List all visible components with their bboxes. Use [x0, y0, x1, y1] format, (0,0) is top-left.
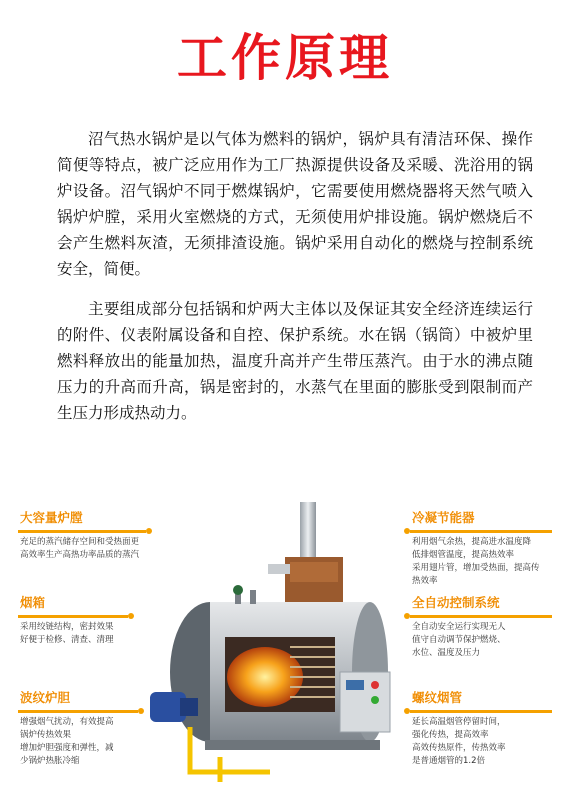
feature-text-line: 少锅炉热胀冷缩 [20, 756, 80, 766]
boiler-illustration [150, 502, 410, 792]
feature-spiral-tube [412, 688, 562, 768]
boiler-base [205, 740, 380, 750]
boiler-diagram [0, 488, 570, 800]
feature-title: 大容量炉膛 [20, 510, 83, 525]
feature-text-line: 锅炉传热效果 [20, 730, 72, 740]
feature-condenser [412, 508, 562, 588]
feature-text-line: 充足的蒸汽储存空间和受热面更 [20, 537, 140, 547]
feature-auto-control [412, 593, 562, 660]
chimney [300, 502, 316, 562]
feature-text-line: 利用烟气余热，提高进水温度降 [412, 537, 532, 547]
feature-smoke-box [20, 593, 160, 647]
feature-title: 螺纹烟管 [412, 690, 463, 705]
components-paragraph: 主要组成部分包括锅和炉两大主体以及保证其安全经济连续运行的附件、仪表附属设备和自控、保护系统。水在锅（锅筒）中被炉里燃料释放出的能量加热，温度升高并产生带压蒸汽。由于水的沸点随压力的升高而升高，锅是密封的，水蒸气在里面的膨胀受到限制而产生压力形成热动力。 [57, 300, 533, 422]
feature-title: 烟箱 [20, 595, 46, 610]
feature-text-line: 值守自动调节保护燃烧、 [412, 635, 506, 645]
feature-title: 波纹炉胆 [20, 690, 71, 705]
feature-text-line: 增加炉胆强度和弹性，减 [20, 743, 114, 753]
page-title: 工作原理 [177, 29, 393, 87]
feature-text-line: 全自动安全运行实现无人 [412, 622, 506, 632]
feature-text-line: 强化传热，提高效率 [412, 730, 489, 740]
feature-text-line: 好便于检修、清查、清理 [20, 635, 114, 645]
feature-corrugated-furnace [20, 688, 160, 768]
feature-text-line: 水位、温度及压力 [412, 648, 481, 658]
feature-text-line: 增强烟气扰动，有效提高 [20, 717, 114, 727]
feature-text-line: 采用翅片管，增加受热面，提高传 [412, 563, 540, 573]
intro-paragraph: 沼气热水锅炉是以气体为燃料的锅炉，锅炉具有清洁环保、操作简便等特点，被广泛应用作为工厂热源提供设备及采暖、洗浴用的锅炉设备。沼气锅炉不同于燃煤锅炉，它需要使用燃烧器将天然气喷入锅炉炉膛，采用火室燃烧的方式，无须使用炉排设施。锅炉燃烧后不会产生燃料灰渣，无须排渣设施。锅炉采用自动化的燃烧与控制系统安全，简便。 [57, 130, 533, 278]
feature-text-line: 是普通烟管的1.2倍 [412, 756, 486, 766]
feature-title: 冷凝节能器 [412, 510, 475, 525]
feature-text-line: 低排烟管温度，提高热效率 [412, 550, 515, 560]
feature-text-line: 延长高温烟管停留时间， [412, 717, 506, 727]
feature-title: 全自动控制系统 [412, 595, 500, 610]
feature-text-line: 热效率 [412, 576, 438, 586]
feature-text-line: 高效率生产高热功率品质的蒸汽 [20, 550, 140, 560]
feature-text-line: 采用绞链结构，密封效果 [20, 622, 114, 632]
feature-text-line: 高效传热原件，传热效率 [412, 743, 506, 753]
